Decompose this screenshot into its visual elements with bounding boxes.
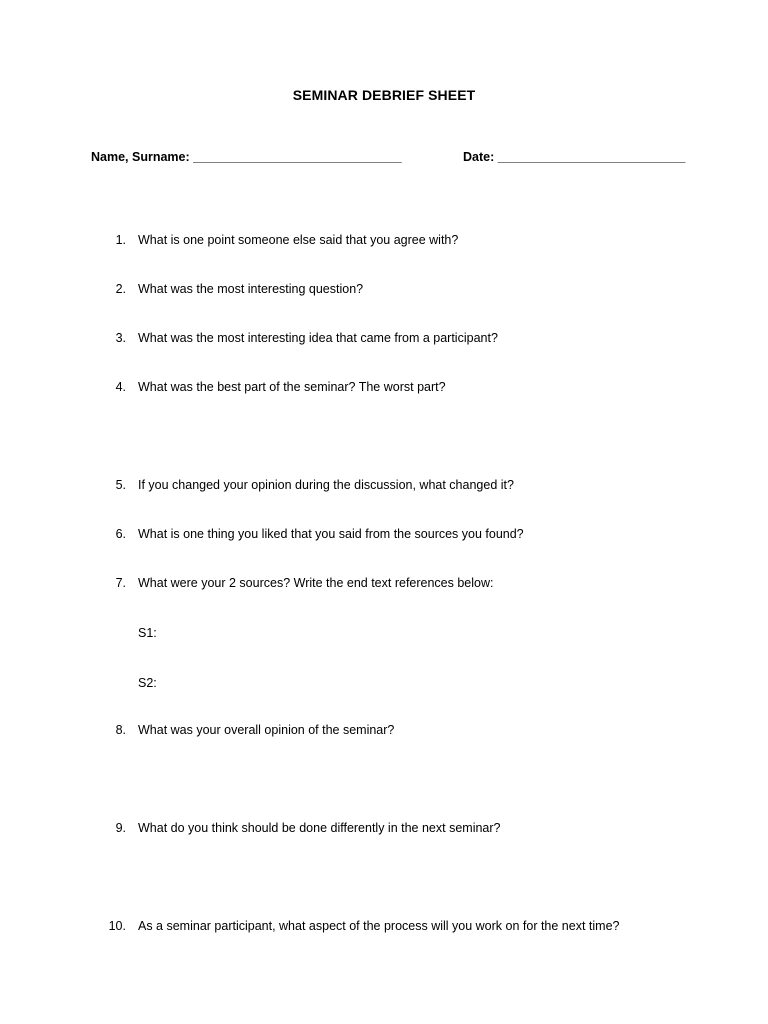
question-number: 9.: [115, 821, 126, 835]
question-number: 8.: [115, 723, 126, 737]
question-text: As a seminar participant, what aspect of the process will you work on for the next time?: [138, 919, 620, 933]
question-number: 1.: [115, 233, 126, 247]
question-text: What is one thing you liked that you said from the sources you found?: [138, 527, 524, 541]
question-text: What do you think should be done differently in the next seminar?: [138, 821, 501, 835]
page-title: SEMINAR DEBRIEF SHEET: [292, 87, 476, 103]
question-number: 2.: [115, 282, 126, 296]
question-number: 10.: [108, 919, 126, 933]
question-text: What was the most interesting question?: [138, 282, 364, 296]
source-1-label: S1:: [138, 626, 157, 640]
question-number: 4.: [115, 380, 126, 394]
question-text: What was your overall opinion of the seminar?: [138, 723, 395, 737]
question-text: What were your 2 sources? Write the end text references below:: [138, 576, 494, 590]
question-number: 6.: [115, 527, 126, 541]
date-field: Date: ___________________________: [463, 150, 686, 164]
question-text: If you changed your opinion during the discussion, what changed it?: [138, 478, 514, 492]
question-text: What is one point someone else said that you agree with?: [138, 233, 459, 247]
question-number: 7.: [115, 576, 126, 590]
question-number: 5.: [115, 478, 126, 492]
question-text: What was the most interesting idea that came from a participant?: [138, 331, 498, 345]
question-number: 3.: [115, 331, 126, 345]
source-2-label: S2:: [138, 676, 157, 690]
question-text: What was the best part of the seminar? The worst part?: [138, 380, 446, 394]
name-surname-field: Name, Surname: ______________________________: [91, 150, 402, 164]
